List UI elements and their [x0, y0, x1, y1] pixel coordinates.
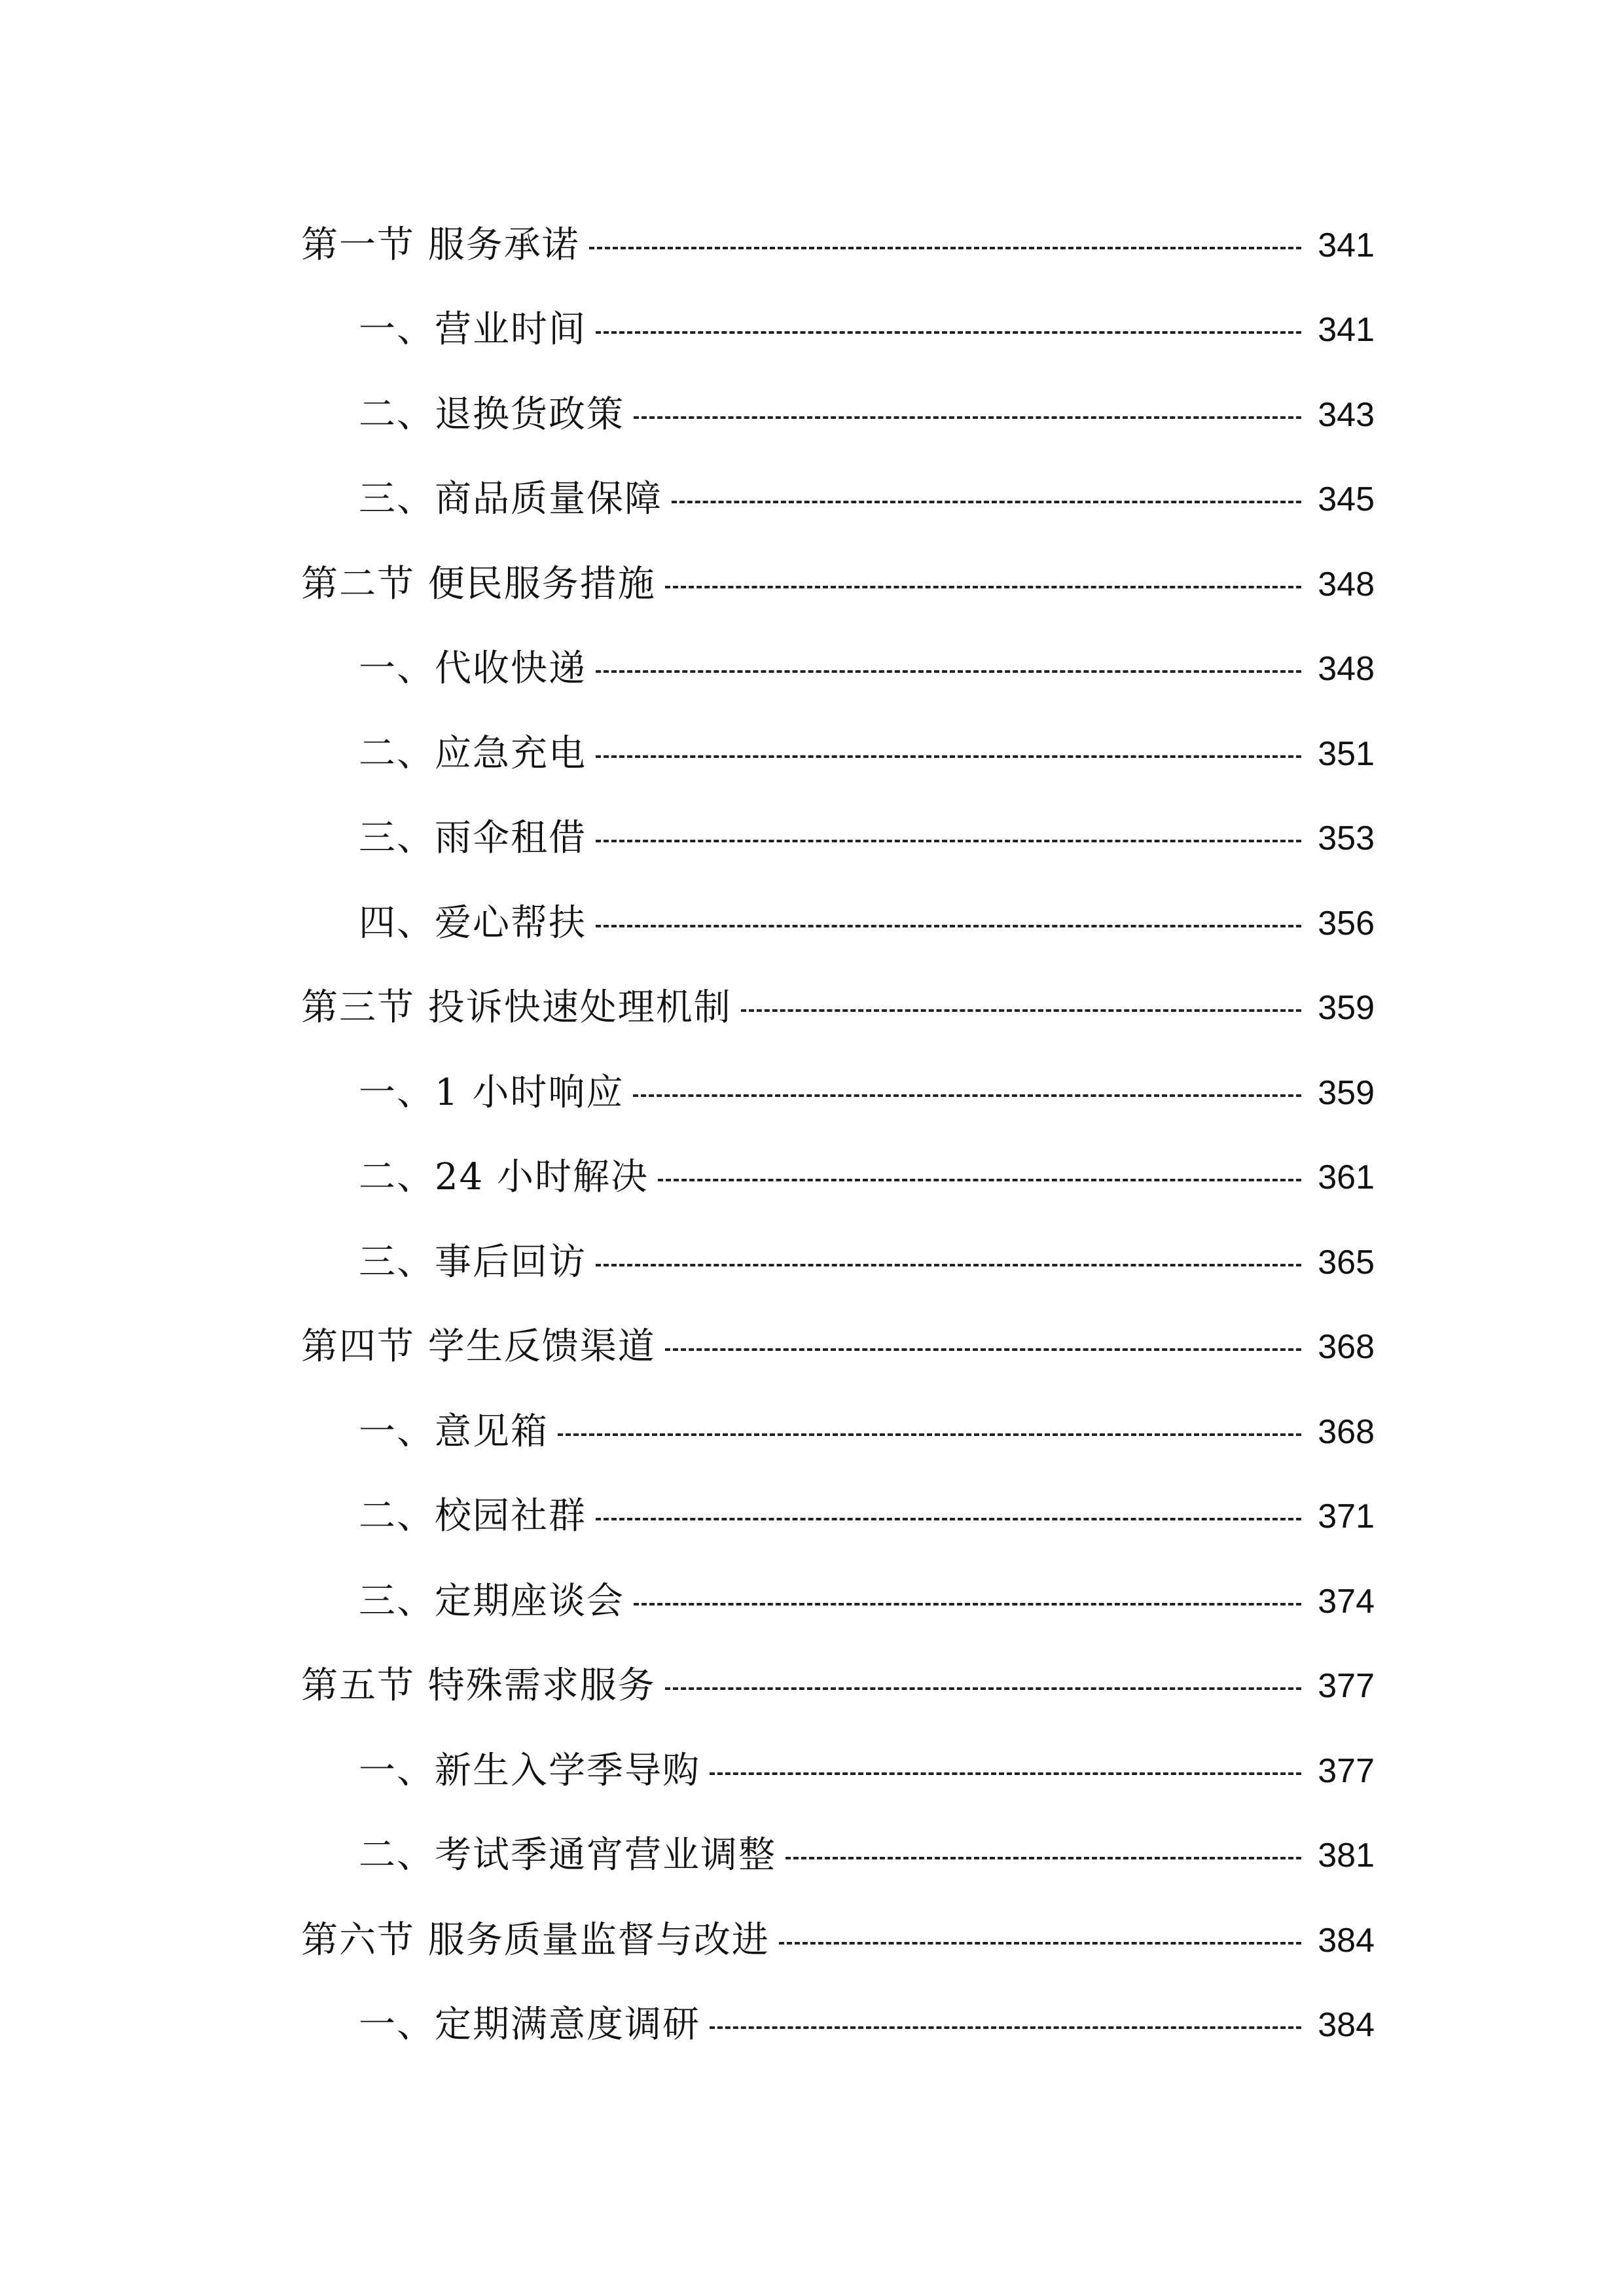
toc-leader — [589, 227, 1301, 264]
toc-entry[interactable] — [301, 1305, 1375, 1390]
toc-leader — [596, 736, 1301, 772]
toc-entry-page: 381 — [1318, 1837, 1375, 1875]
toc-entry[interactable] — [301, 797, 1375, 882]
toc-entry-page: 351 — [1318, 734, 1375, 773]
toc-leader — [665, 1668, 1301, 1704]
toc-leader — [672, 481, 1301, 518]
toc-entry-title: 一、营业时间 — [359, 308, 586, 351]
toc-entry[interactable] — [301, 627, 1375, 712]
toc-entry-title: 第二节 便民服务措施 — [301, 562, 656, 605]
toc-entry-title: 二、考试季通宵营业调整 — [359, 1834, 776, 1877]
toc-entry-title: 三、定期座谈会 — [359, 1579, 624, 1623]
toc-entry-page: 356 — [1318, 904, 1375, 942]
toc-entry-page: 361 — [1318, 1158, 1375, 1197]
toc-entry[interactable] — [301, 1559, 1375, 1644]
toc-entry[interactable] — [301, 1475, 1375, 1560]
toc-leader — [558, 1414, 1301, 1450]
toc-entry-page: 343 — [1318, 395, 1375, 434]
toc-entry-page: 365 — [1318, 1243, 1375, 1282]
toc-entry[interactable] — [301, 966, 1375, 1051]
toc-entry[interactable] — [301, 1220, 1375, 1305]
toc-entry-title: 二、应急充电 — [359, 732, 586, 775]
toc-entry-page: 377 — [1318, 1751, 1375, 1790]
toc-entry-title: 一、定期满意度调研 — [359, 2003, 700, 2047]
toc-entry[interactable] — [301, 711, 1375, 797]
toc-leader — [633, 1075, 1301, 1111]
toc-entry[interactable] — [301, 1644, 1375, 1729]
toc-entry[interactable] — [301, 1898, 1375, 1983]
toc-leader — [596, 651, 1301, 687]
toc-entry[interactable] — [301, 1814, 1375, 1899]
toc-leader — [596, 1244, 1301, 1281]
toc-entry-title: 第五节 特殊需求服务 — [301, 1664, 656, 1708]
toc-entry-title: 二、24 小时解决 — [359, 1156, 649, 1199]
toc-entry-page: 368 — [1318, 1412, 1375, 1451]
toc-entry-title: 三、事后回访 — [359, 1240, 586, 1283]
toc-entry[interactable] — [301, 288, 1375, 373]
toc-leader — [665, 566, 1301, 603]
toc-entry[interactable] — [301, 542, 1375, 627]
toc-entry[interactable] — [301, 1390, 1375, 1475]
toc-entry-page: 348 — [1318, 650, 1375, 689]
toc-leader — [658, 1159, 1301, 1196]
toc-entry-title: 第六节 服务质量监督与改进 — [301, 1918, 770, 1962]
toc-entry-title: 一、意见箱 — [359, 1410, 549, 1453]
toc-leader — [741, 990, 1301, 1026]
toc-entry-page: 345 — [1318, 480, 1375, 519]
toc-entry-page: 371 — [1318, 1498, 1375, 1536]
toc-entry[interactable] — [301, 457, 1375, 543]
toc-entry[interactable] — [301, 372, 1375, 457]
toc-entry[interactable] — [301, 1983, 1375, 2068]
toc-entry-title: 第三节 投诉快速处理机制 — [301, 986, 732, 1030]
toc-entry-page: 374 — [1318, 1582, 1375, 1621]
toc-entry-title: 三、商品质量保障 — [359, 478, 662, 521]
toc-leader — [596, 312, 1301, 348]
toc-leader — [596, 905, 1301, 942]
toc-entry-title: 一、新生入学季导购 — [359, 1749, 700, 1792]
toc-entry-title: 三、雨伞租借 — [359, 817, 586, 860]
toc-entry-title: 第一节 服务承诺 — [301, 223, 580, 266]
toc-entry[interactable] — [301, 1050, 1375, 1136]
toc-leader — [596, 1498, 1301, 1535]
toc-entry-page: 359 — [1318, 1073, 1375, 1112]
toc-leader — [779, 1922, 1301, 1959]
toc-entry-title: 第四节 学生反馈渠道 — [301, 1325, 656, 1369]
toc-entry-page: 348 — [1318, 565, 1375, 603]
toc-entry-title: 一、1 小时响应 — [359, 1071, 624, 1114]
toc-leader — [634, 1583, 1301, 1620]
toc-entry-title: 一、代收快递 — [359, 647, 586, 691]
toc-entry-page: 341 — [1318, 226, 1375, 264]
toc-entry[interactable] — [301, 1729, 1375, 1814]
toc-leader — [665, 1329, 1301, 1365]
toc-entry-title: 二、退换货政策 — [359, 393, 624, 436]
toc-entry-page: 353 — [1318, 819, 1375, 858]
toc-entry-page: 377 — [1318, 1667, 1375, 1706]
toc-entry[interactable] — [301, 203, 1375, 288]
toc-entry-title: 四、爱心帮扶 — [359, 901, 586, 944]
toc-leader — [596, 820, 1301, 857]
toc-entry-title: 二、校园社群 — [359, 1495, 586, 1538]
toc-entry-page: 359 — [1318, 989, 1375, 1028]
toc-entry-page: 384 — [1318, 2006, 1375, 2045]
toc-entry-page: 384 — [1318, 1921, 1375, 1960]
toc-entry-page: 341 — [1318, 311, 1375, 350]
toc-entry[interactable] — [301, 881, 1375, 966]
toc-entry[interactable] — [301, 1136, 1375, 1221]
table-of-contents — [301, 203, 1375, 2068]
toc-leader — [634, 397, 1301, 433]
toc-entry-page: 368 — [1318, 1328, 1375, 1367]
toc-leader — [710, 1753, 1301, 1789]
toc-leader — [785, 1837, 1301, 1874]
toc-leader — [710, 2007, 1301, 2043]
